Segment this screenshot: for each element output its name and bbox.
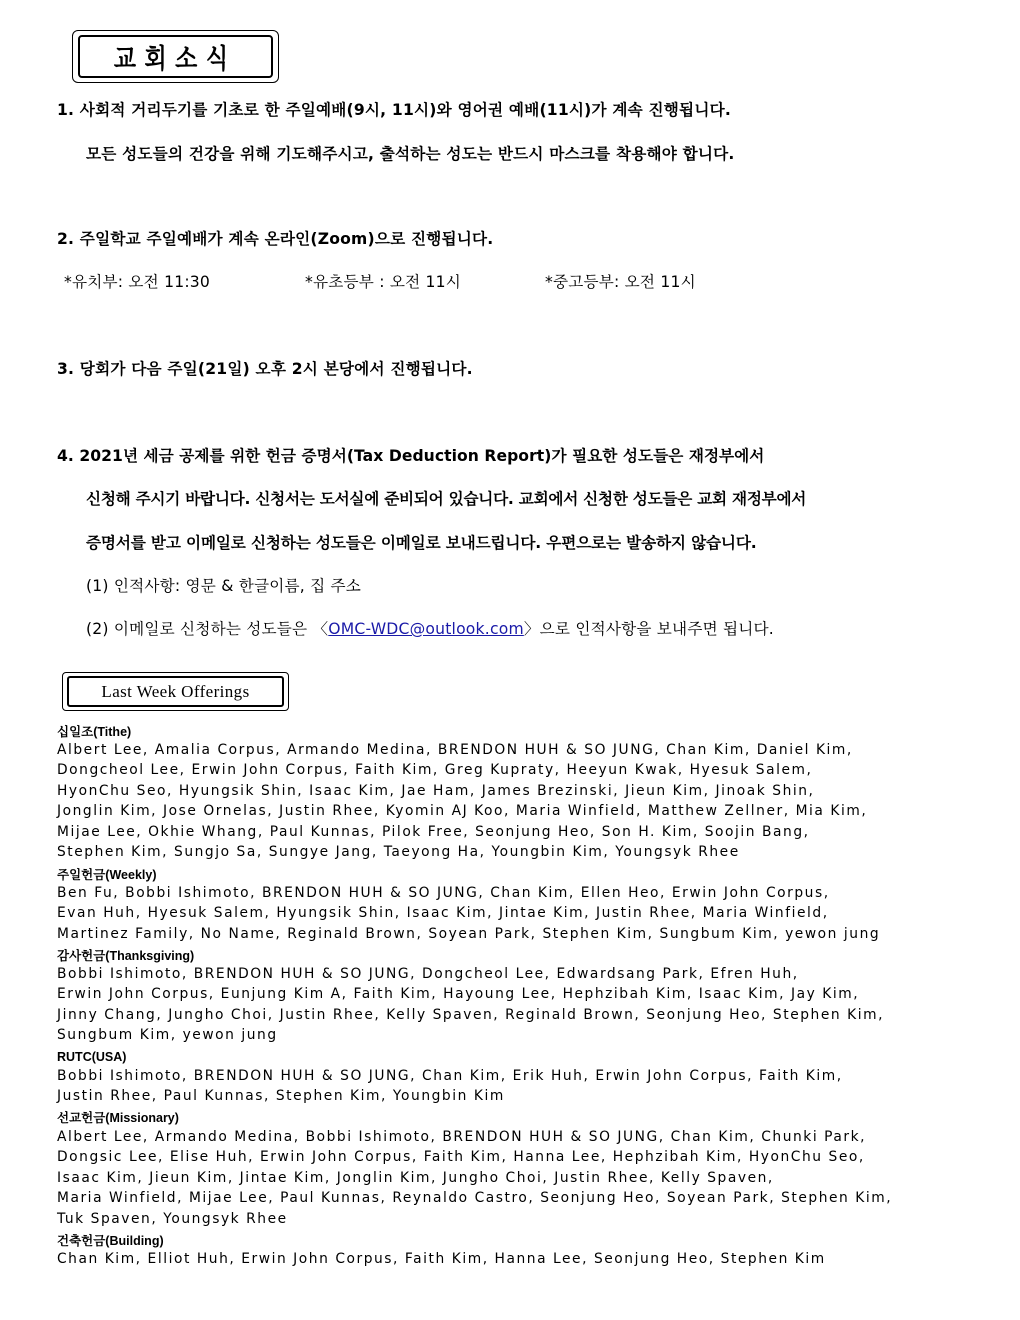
name-line: Ben Fu, Bobbi Ishimoto, BRENDON HUH & SO JUNG, Chan Kim, Ellen Heo, Erwin John Corpus, [57,885,830,901]
name-line: Sungbum Kim, yewon jung [57,1027,278,1044]
notice-2-schedule-elementary: *유초등부 : 오전 11시 [305,273,462,291]
name-line: Isaac Kim, Jieun Kim, Jintae Kim, Jonglin Kim, Jungho Choi, Justin Rhee, Kelly Spaven, [57,1169,774,1186]
weekly-names [57,883,880,944]
name-line: Martinez Family, No Name, Reginald Brown, Soyean Park, Stephen Kim, Sungbum Kim, yewon jung [57,925,881,942]
tithe-names [57,740,867,862]
rutc-names [57,1066,843,1107]
notice-4-item-2-suffix: 〉으로 인적사항을 보내주면 됩니다. [523,620,774,638]
thanksgiving-names [57,964,884,1046]
notice-2-schedule-kindergarten: *유치부: 오전 11:30 [64,273,211,291]
notice-4-line-2: 신청해 주시기 바랍니다. 신청서는 도서실에 준비되어 있습니다. 교회에서 신청한 성도들은 교회 재정부에서 [86,490,807,508]
missionary-label: 선교헌금(Missionary) [57,1111,179,1125]
notice-2-line-1: 2. 주일학교 주일예배가 계속 온라인(Zoom)으로 진행됩니다. [57,230,494,248]
notice-1-line-2: 모든 성도들의 건강을 위해 기도해주시고, 출석하는 성도는 반드시 마스크를 착용해야 합니다. [86,145,735,163]
name-line: Albert Lee, Amalia Corpus, Armando Medina, BRENDON HUH & SO JUNG, Chan Kim, Daniel Kim, [57,742,853,758]
name-line: Jinny Chang, Jungho Choi, Justin Rhee, Kelly Spaven, Reginald Brown, Seonjung Heo, Stephen Kim, [57,1006,885,1023]
name-line: Bobbi Ishimoto, BRENDON HUH & SO JUNG, Chan Kim, Erik Huh, Erwin John Corpus, Faith Kim, [57,1068,843,1084]
building-names [57,1249,826,1269]
tithe-label: 십일조(Tithe) [57,725,132,739]
offerings-title: Last Week Offerings [101,681,250,701]
header-inner-border [78,35,273,78]
notice-4-item-2-prefix: (2) 이메일로 신청하는 성도들은 〈 [86,620,329,638]
name-line: Albert Lee, Armando Medina, Bobbi Ishimoto, BRENDON HUH & SO JUNG, Chan Kim, Chunki Park, [57,1129,867,1145]
missionary-names [57,1127,892,1229]
notice-4-item-2 [86,619,774,639]
church-news-title: 교회소식 [114,44,237,75]
name-line: Chan Kim, Elliot Huh, Erwin John Corpus, Faith Kim, Hanna Lee, Seonjung Heo, Stephen Kim [57,1251,826,1267]
name-line: HyonChu Seo, Hyungsik Shin, Isaac Kim, Jae Ham, James Brezinski, Jieun Kim, Jinoak Shin, [57,782,815,799]
name-line: Erwin John Corpus, Eunjung Kim A, Faith Kim, Hayoung Lee, Hephzibah Kim, Isaac Kim, Jay Kim, [57,986,860,1003]
notice-1-line-1: 1. 사회적 거리두기를 기초로 한 주일예배(9시, 11시)와 영어권 예배(11시)가 계속 진행됩니다. [57,101,731,119]
name-line: Maria Winfield, Mijae Lee, Paul Kunnas, Reynaldo Castro, Seonjung Heo, Soyean Park, Stephen Kim, [57,1190,893,1207]
notice-4-line-1: 4. 2021년 세금 공제를 위한 헌금 증명서(Tax Deduction Report)가 필요한 성도들은 재정부에서 [57,447,765,465]
name-line: Mijae Lee, Okhie Whang, Paul Kunnas, Pilok Free, Seonjung Heo, Son H. Kim, Soojin Bang, [57,823,810,840]
name-line: Tuk Spaven, Youngsyk Rhee [57,1210,288,1227]
name-line: Evan Huh, Hyesuk Salem, Hyungsik Shin, Isaac Kim, Jintae Kim, Justin Rhee, Maria Winfield, [57,905,829,922]
name-line: Justin Rhee, Paul Kunnas, Stephen Kim, Youngbin Kim [57,1088,505,1105]
name-line: Dongsic Lee, Elise Huh, Erwin John Corpus, Faith Kim, Hanna Lee, Hephzibah Kim, HyonChu Seo, [57,1149,865,1166]
name-line: Stephen Kim, Sungjo Sa, Sungye Jang, Taeyong Ha, Youngbin Kim, Youngsyk Rhee [57,844,740,861]
notice-4-line-3: 증명서를 받고 이메일로 신청하는 성도들은 이메일로 보내드립니다. 우편으로는 발송하지 않습니다. [86,534,757,552]
email-link[interactable]: OMC-WDC@outlook.com [328,620,524,638]
name-line: Jonglin Kim, Jose Ornelas, Justin Rhee, Kyomin AJ Koo, Maria Winfield, Matthew Zellner, Mia Kim, [57,803,868,820]
rutc-label: RUTC(USA) [57,1050,127,1064]
building-label: 건축헌금(Building) [57,1234,164,1248]
weekly-label: 주일헌금(Weekly) [57,868,157,882]
thanksgiving-label: 감사헌금(Thanksgiving) [57,949,195,963]
offerings-inner-border [67,676,284,707]
notice-3-line-1: 3. 당회가 다음 주일(21일) 오후 2시 본당에서 진행됩니다. [57,360,473,378]
notice-2-schedule-youth: *중고등부: 오전 11시 [545,273,696,291]
name-line: Bobbi Ishimoto, BRENDON HUH & SO JUNG, Dongcheol Lee, Edwardsang Park, Efren Huh, [57,966,799,982]
name-line: Dongcheol Lee, Erwin John Corpus, Faith Kim, Greg Kupraty, Heeyun Kwak, Hyesuk Salem, [57,762,813,779]
notice-4-item-1: (1) 인적사항: 영문 & 한글이름, 집 주소 [86,577,362,595]
